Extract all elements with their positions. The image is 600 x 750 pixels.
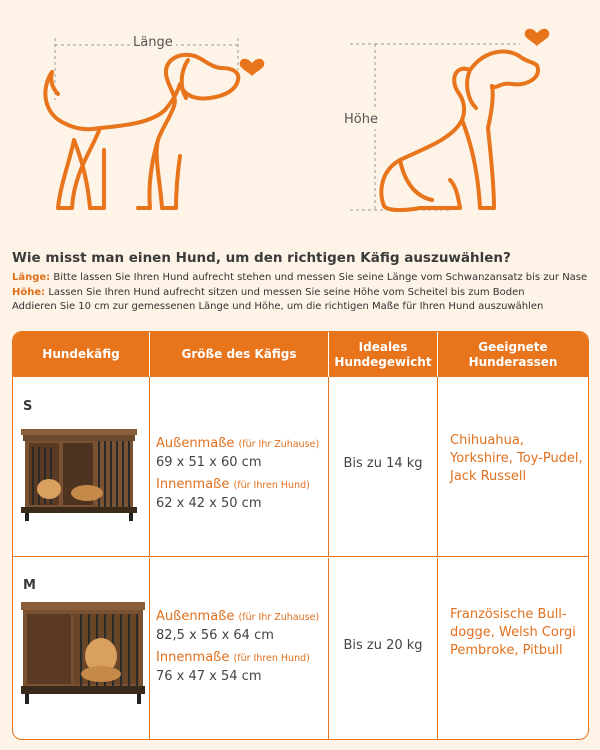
outer-note: (für Ihr Zuhause)	[238, 439, 320, 450]
length-key: Länge:	[12, 272, 51, 283]
cage-dimensions	[156, 435, 319, 513]
weight-value: Bis zu 20 kg	[343, 638, 423, 653]
header-cage: Hundekäfig	[13, 332, 150, 377]
size-table	[12, 331, 589, 740]
inner-label: Innenmaße	[156, 650, 230, 665]
heart-icon	[525, 29, 550, 46]
heart-icon	[240, 59, 265, 76]
length-instruction	[12, 271, 596, 286]
weight-value: Bis zu 14 kg	[343, 456, 423, 471]
size-letter: M	[23, 578, 36, 593]
outer-value: 69 x 51 x 60 cm	[156, 455, 262, 470]
length-label: Länge	[130, 35, 176, 50]
inner-value: 62 x 42 x 50 cm	[156, 496, 262, 511]
length-text: Bitte lassen Sie Ihren Hund aufrecht stehen und messen Sie seine Länge vom Schwanzansatz bis zur Nase	[50, 272, 588, 283]
cage-cell	[13, 377, 150, 556]
measurement-note: Addieren Sie 10 cm zur gemessenen Länge und Höhe, um die richtigen Maße für Ihren Hund auszuwählen	[12, 301, 544, 312]
header-weight: Ideales Hundegewicht	[329, 332, 438, 377]
breeds-value: Französische Bull-dogge, Welsh Corgi Pembroke, Pitbull	[450, 607, 576, 658]
inner-note: (für Ihren Hund)	[233, 653, 310, 664]
cage-cell	[13, 558, 150, 740]
table-header	[13, 332, 588, 377]
inner-label: Innenmaße	[156, 477, 230, 492]
weight-cell	[329, 377, 438, 556]
sitting-dog-icon	[381, 52, 538, 210]
header-breeds: Geeignete Hunderassen	[468, 339, 558, 369]
breeds-value: Chihuahua, Yorkshire, Toy-Pudel, Jack Russell	[450, 433, 583, 484]
height-text: Lassen Sie Ihren Hund aufrecht sitzen und messen Sie seine Höhe vom Scheitel bis zum Boden	[45, 286, 525, 298]
inner-note: (für Ihren Hund)	[233, 480, 310, 491]
standing-dog-icon	[45, 55, 238, 208]
outer-label: Außenmaße	[156, 436, 235, 451]
cage-image	[21, 600, 145, 706]
section-heading: Wie misst man einen Hund, um den richtigen Käfig auszuwählen?	[12, 250, 511, 266]
height-key: Höhe:	[12, 286, 46, 298]
outer-value: 82,5 x 56 x 64 cm	[156, 628, 274, 643]
table-row	[13, 377, 588, 557]
cage-image	[21, 427, 137, 523]
measuring-instructions	[12, 271, 596, 315]
table-row	[13, 558, 588, 740]
size-cell	[150, 377, 329, 556]
header-size: Größe des Käfigs	[150, 332, 329, 377]
breeds-cell	[438, 558, 588, 740]
cage-dimensions	[156, 608, 319, 686]
outer-note: (für Ihr Zuhause)	[238, 612, 320, 623]
size-letter: S	[23, 399, 33, 414]
dog-measuring-illustration	[0, 0, 600, 245]
breeds-cell	[438, 377, 588, 556]
inner-value: 76 x 47 x 54 cm	[156, 669, 262, 684]
weight-cell	[329, 558, 438, 740]
outer-label: Außenmaße	[156, 609, 235, 624]
height-instruction	[12, 286, 596, 301]
size-cell	[150, 558, 329, 740]
height-label: Höhe	[344, 112, 378, 127]
